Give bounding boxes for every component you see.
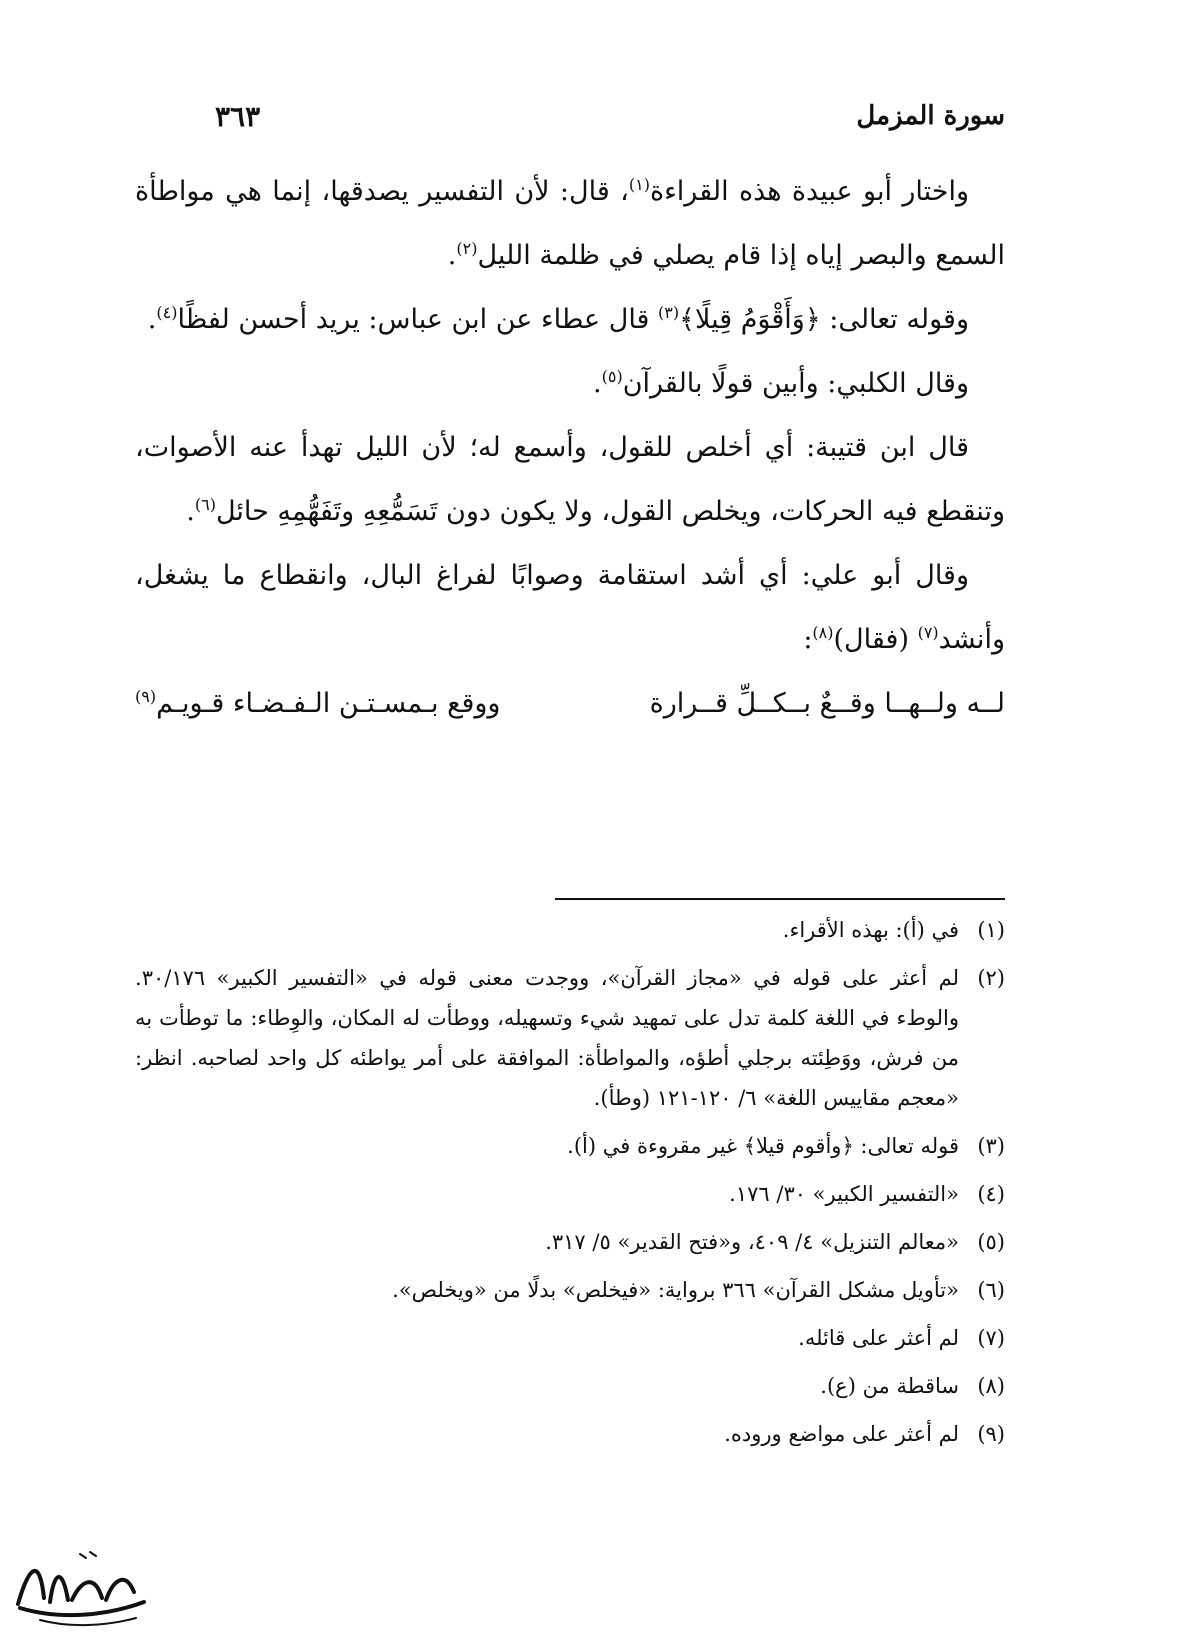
- text-run: قال ابن قتيبة: أي أخلص للقول، وأسمع له؛ لأن الليل تهدأ عنه الأصوات، وتنقطع فيه الحركات، ويخلص القول، ولا يكون دون تَسَمُّعِهِ وتَفَهُّمِهِ حائل: [135, 432, 1005, 527]
- footnote-text: في (أ): بهذه الأقراء.: [782, 918, 959, 942]
- page-number: ٣٦٣: [215, 99, 261, 133]
- paragraph: [135, 288, 1005, 352]
- running-title: سورة المزمل: [856, 101, 1005, 131]
- text-run: ووقع بـمسـتـن الـفـضـاء قـويـم: [156, 688, 501, 719]
- footnote-item: [135, 1414, 1005, 1454]
- footnote-text: «تأويل مشكل القرآن» ٣٦٦ برواية: «فيخلص» بدلًا من «ويخلص».: [392, 1278, 959, 1302]
- text-run: .: [447, 240, 457, 271]
- footnote-text: لم أعثر على قائله.: [798, 1326, 959, 1350]
- paragraph: [135, 352, 1005, 416]
- footnote-item: [135, 1318, 1005, 1358]
- footnote-item: [135, 1222, 1005, 1262]
- text-run: ، قال: لأن التفسير يصدقها، إنما هي مواطأة السمع والبصر إياه إذا قام يصلي في ظلمة الليل: [135, 176, 1005, 271]
- footnote-ref: (٢): [456, 239, 478, 258]
- text-run: .: [147, 304, 157, 335]
- footnote-number: (٧): [977, 1326, 1005, 1350]
- footnote-number: (٤): [977, 1182, 1005, 1206]
- text-run: واختار أبو عبيدة هذه القراءة: [649, 176, 969, 207]
- footnote-item: [135, 910, 1005, 950]
- text-run: .: [593, 368, 602, 399]
- footnote-number: (٢): [977, 966, 1005, 990]
- footnote-text: «التفسير الكبير» ٣٠/ ١٧٦.: [729, 1182, 959, 1206]
- footnote-item: [135, 1174, 1005, 1214]
- footnote-ref: (٩): [135, 687, 157, 706]
- footnote-ref: (١): [628, 175, 650, 194]
- verse-second-hemistich: [135, 672, 500, 736]
- paragraph: [135, 416, 1005, 544]
- footnote-item: [135, 1126, 1005, 1166]
- text-run: .: [186, 496, 195, 527]
- footnote-number: (٣): [977, 1134, 1005, 1158]
- footnote-ref: (٧): [917, 623, 939, 642]
- paragraph: [135, 544, 1005, 672]
- footnote-number: (٥): [977, 1230, 1005, 1254]
- footnote-text: لم أعثر على مواضع وروده.: [724, 1422, 959, 1446]
- footnote-ref: (٦): [194, 495, 216, 514]
- watermark-logo: [10, 1542, 152, 1634]
- verse-first-hemistich: لــه ولــهــا وقــعٌ بــكــلِّ قــرارة: [649, 688, 1005, 719]
- footnote-item: [135, 1270, 1005, 1310]
- footnote-ref: (٤): [156, 303, 178, 322]
- footnote-number: (٦): [977, 1278, 1005, 1302]
- footnote-text: «معالم التنزيل» ٤/ ٤٠٩، و«فتح القدير» ٥/ ٣١٧.: [545, 1230, 959, 1254]
- page-header: [215, 92, 1005, 140]
- footnote-ref: (٥): [601, 367, 623, 386]
- footnote-item: [135, 1366, 1005, 1406]
- poetry-verse: [135, 672, 1005, 736]
- main-text: [135, 160, 1005, 736]
- text-run: وقوله تعالى: ﴿وَأَقْوَمُ قِيلًا﴾: [679, 304, 969, 335]
- text-run: (فقال): [833, 624, 918, 655]
- footnote-text: لم أعثر على قوله في «مجاز القرآن»، ووجدت معنى قوله في «التفسير الكبير» ٣٠/١٧٦. والوطء في اللغة كلمة تدل على تمهيد شيء وتسهيله، ووطأت له المكان، والوِطاء: ما توطأت به من فرش، ووَطِئته برجلي أطؤه، والمواطأة: الموافقة على أمر يواطئه كل واحد لصاحبه. انظر: «معجم مقاييس اللغة» ٦/ ١٢٠-١٢١ (وطأ).: [135, 966, 959, 1110]
- footnote-separator: [555, 898, 1005, 900]
- footnote-text: ساقطة من (ع).: [820, 1374, 959, 1398]
- footnote-number: (٩): [977, 1422, 1005, 1446]
- footnote-ref: (٨): [812, 623, 834, 642]
- footnote-item: [135, 958, 1005, 1118]
- text-run: وقال الكلبي: وأبين قولًا بالقرآن: [622, 368, 969, 399]
- footnote-number: (٨): [977, 1374, 1005, 1398]
- footnote-number: (١): [977, 918, 1005, 942]
- text-run: :: [803, 624, 813, 655]
- text-run: قال عطاء عن ابن عباس: يريد أحسن لفظًا: [177, 304, 659, 335]
- paragraph: [135, 160, 1005, 288]
- footnote-ref: (٣): [658, 303, 680, 322]
- footnotes: [135, 910, 1005, 1462]
- footnote-text: قوله تعالى: ﴿وأقوم قيلا﴾ غير مقروءة في (أ).: [567, 1134, 959, 1158]
- text-run: وقال أبو علي: أي أشد استقامة وصوابًا لفراغ البال، وانقطاع ما يشغل، وأنشد: [135, 560, 1005, 655]
